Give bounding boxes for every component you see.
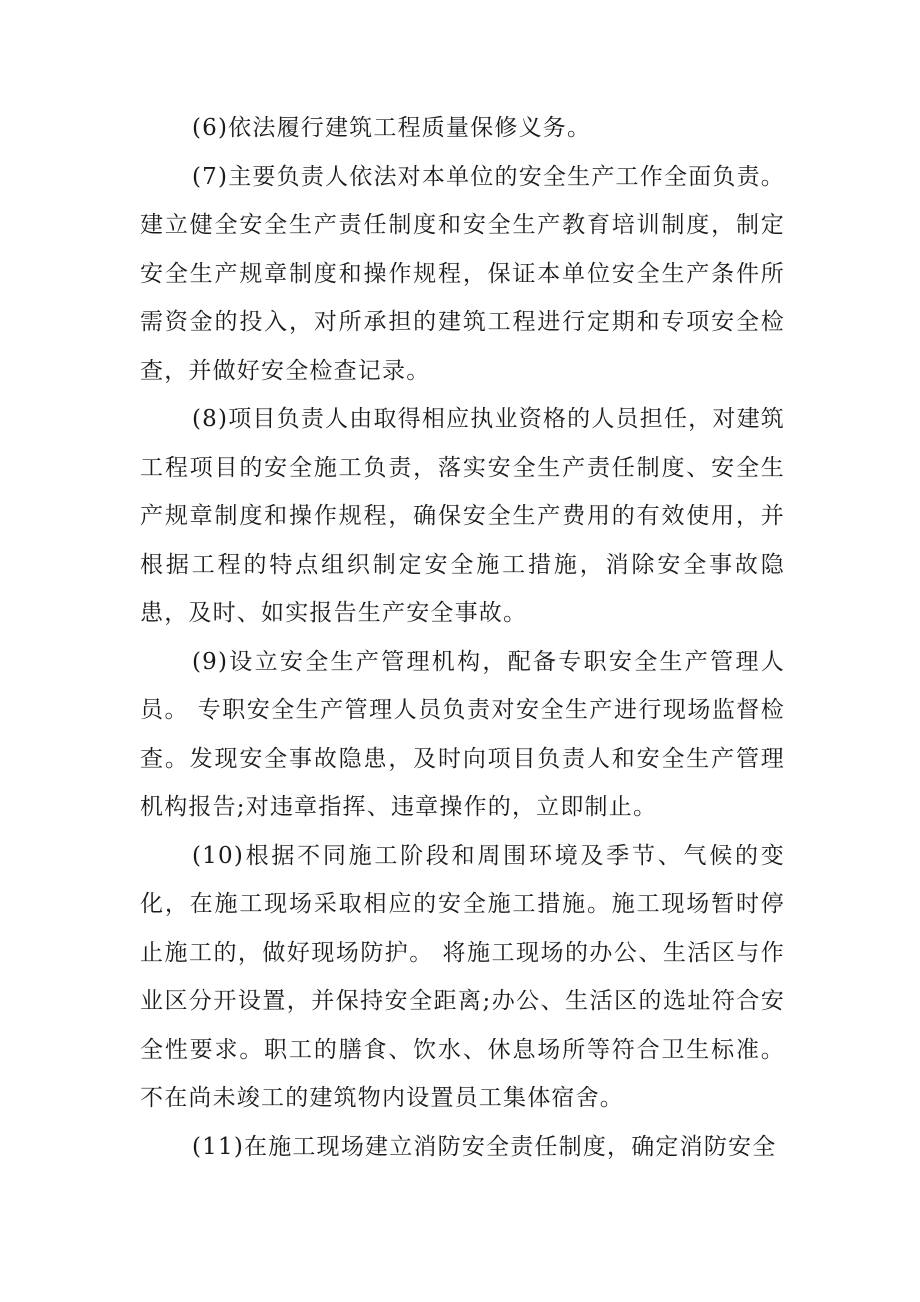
paragraph-item-11: (11)在施工现场建立消防安全责任制度，确定消防安全 — [192, 1133, 777, 1160]
paragraph-item-8: (8)项目负责人由取得相应执业资格的人员担任，对建筑工程项目的安全施工负责，落实安全生产责任制度、安全生产规章制度和操作规程，确保安全生产费用的有效使用，并根据工程的特点组织制定安全施工措施，消除安全事故隐患，及时、如实报告生产安全事故。 — [140, 406, 785, 626]
paragraph-item-9: (9)设立安全生产管理机构，配备专职安全生产管理人员。 专职安全生产管理人员负责对安全生产进行现场监督检查。发现安全事故隐患，及时向项目负责人和安全生产管理机构报告;对违章指挥、违章操作的，立即制止。 — [140, 648, 785, 820]
paragraph-item-7: (7)主要负责人依法对本单位的安全生产工作全面负责。建立健全安全生产责任制度和安全生产教育培训制度，制定安全生产规章制度和操作规程，保证本单位安全生产条件所需资金的投入，对所承担的建筑工程进行定期和专项安全检查，并做好安全检查记录。 — [140, 163, 785, 384]
document-body — [140, 104, 785, 1171]
paragraph-item-6: (6)依法履行建筑工程质量保修义务。 — [192, 115, 592, 141]
paragraph-item-10: (10)根据不同施工阶段和周围环境及季节、气候的变化，在施工现场采取相应的安全施工措施。施工现场暂时停止施工的，做好现场防护。 将施工现场的办公、生活区与作业区分开设置，并保持安全距离;办公、生活区的选址符合安全性要求。职工的膳食、饮水、休息场所等符合卫生标准。不在尚未竣工的建筑物内设置员工集体宿舍。 — [140, 842, 785, 1111]
